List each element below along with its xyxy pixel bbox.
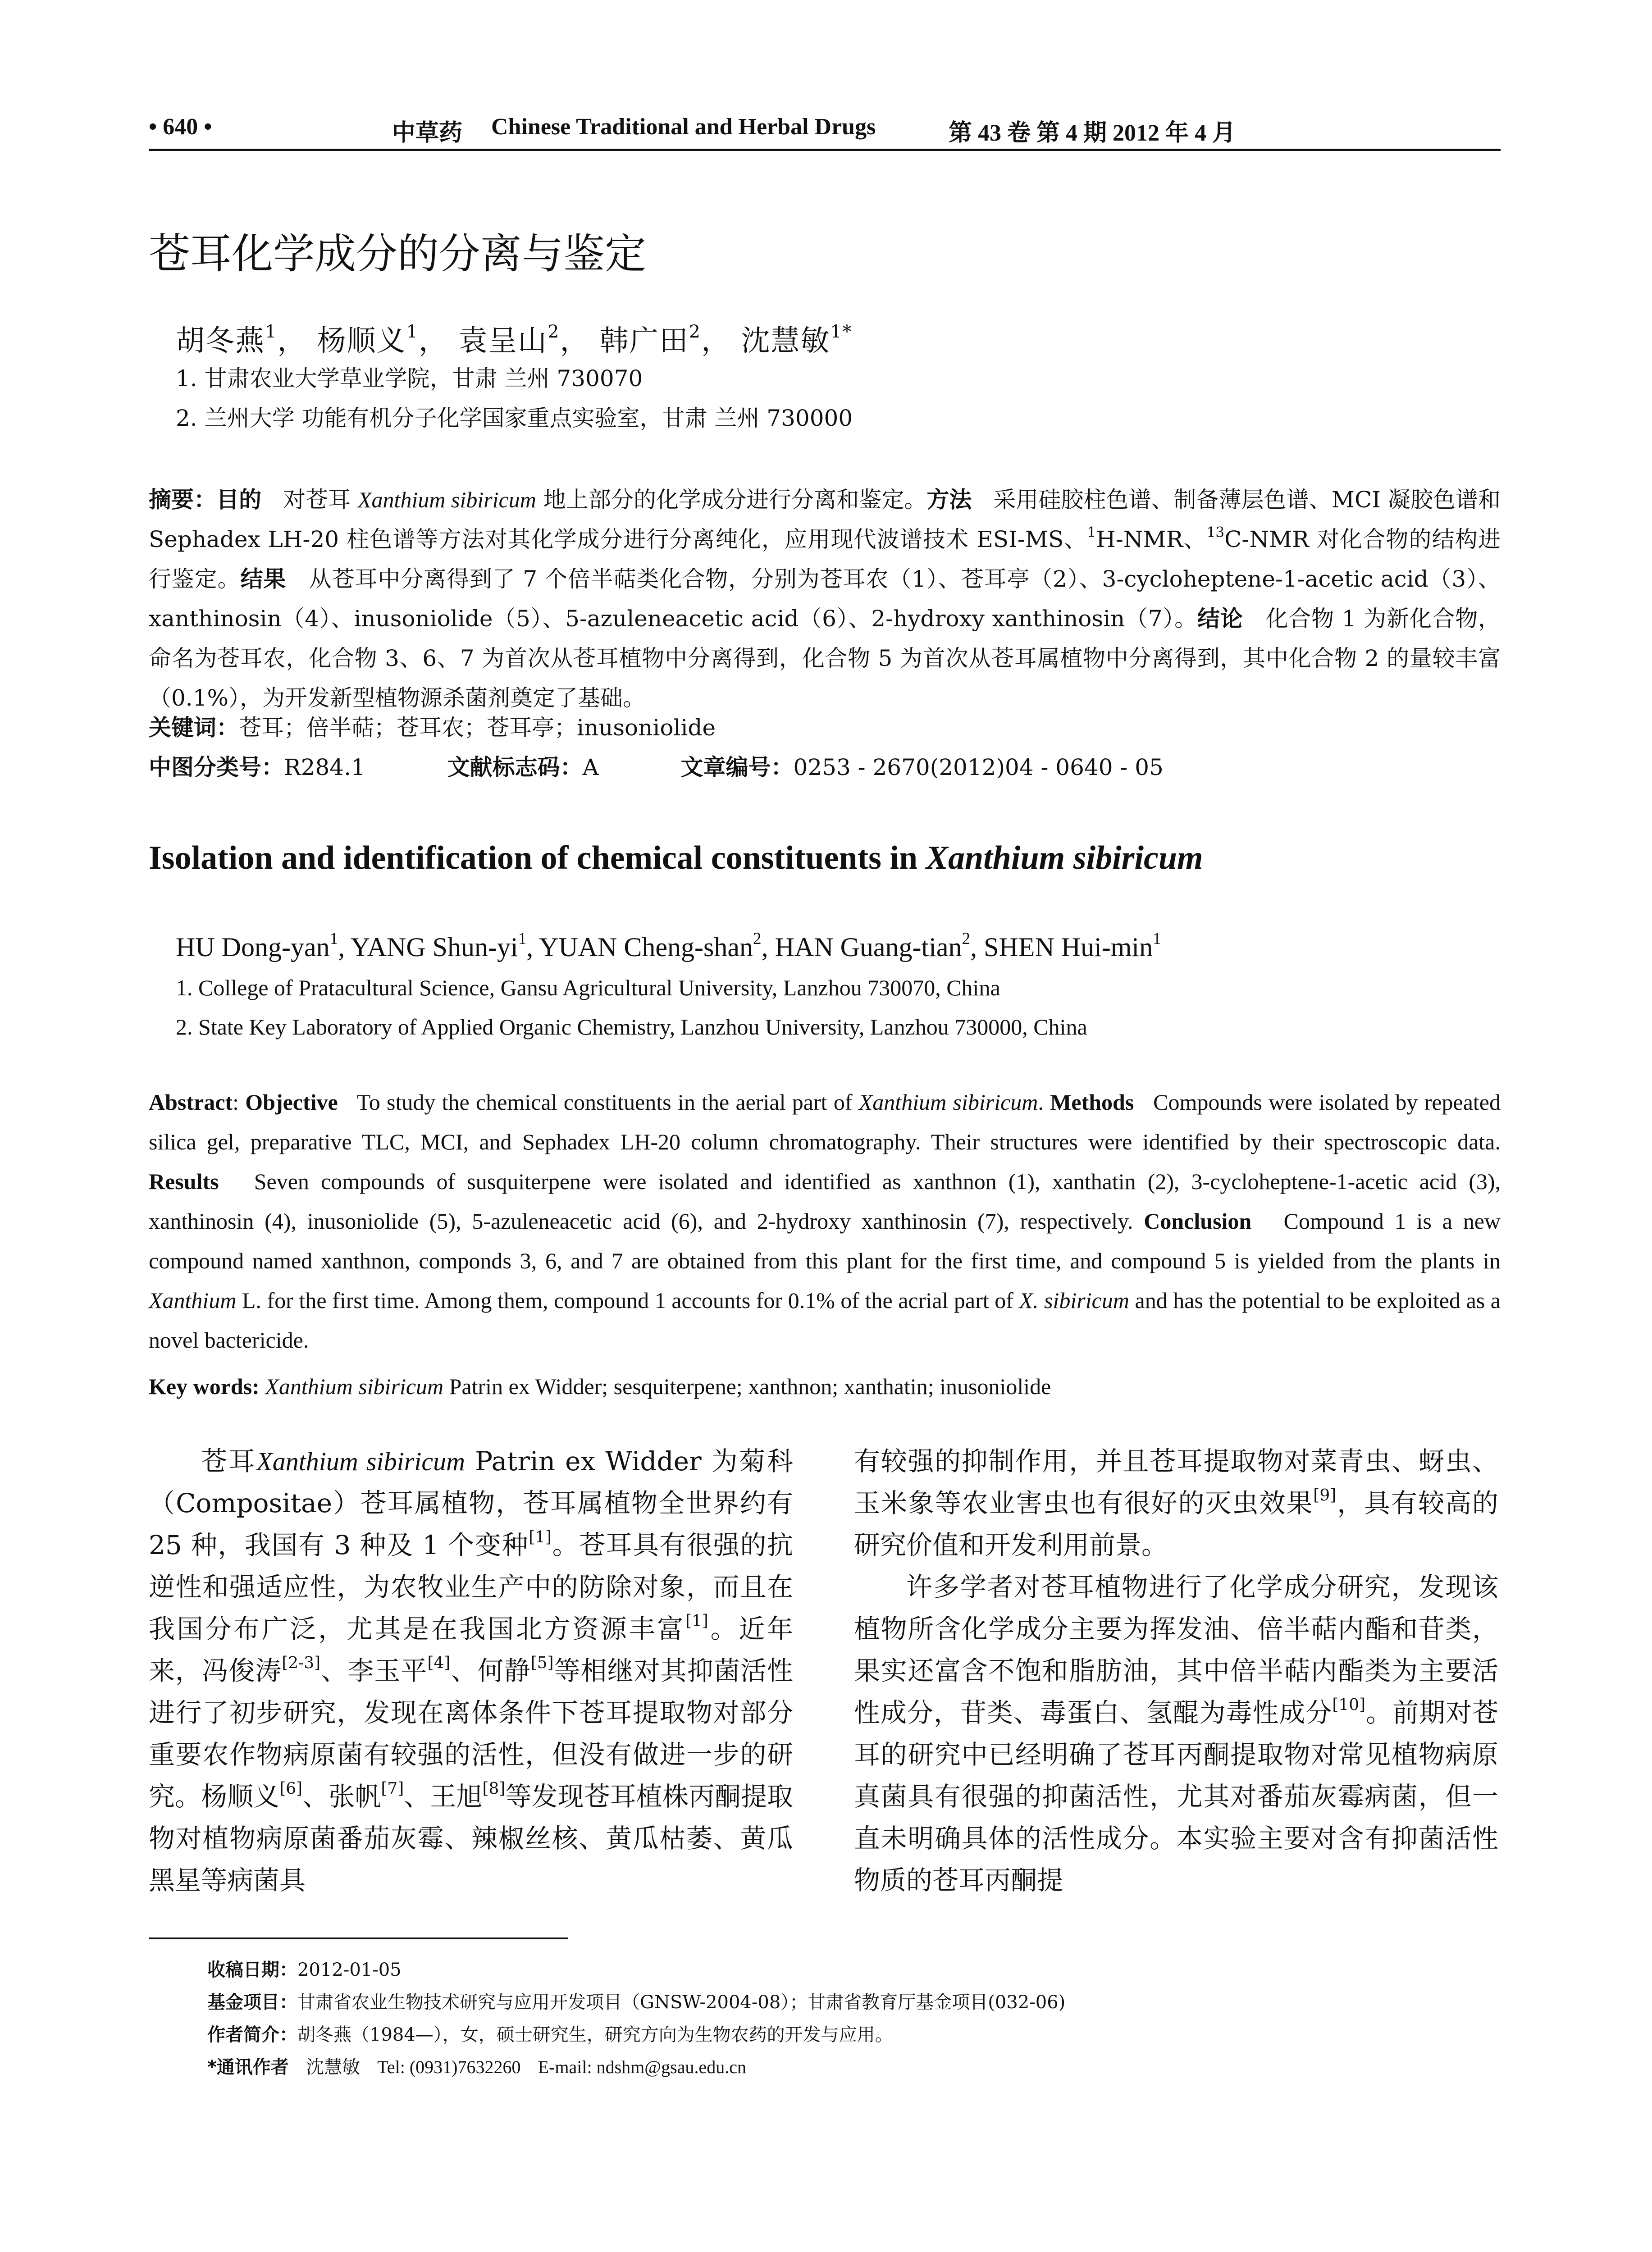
conclusion-text: Compound 1 is a new compound named xanthnon, componds 3, 6, and 7 are obtained from this plant for the first time, and compound 5 is yielded from the plants in bbox=[149, 1208, 1501, 1273]
body-paragraph bbox=[854, 1441, 1498, 1566]
methods-text: Compounds were isolated by repeated silica gel, preparative TLC, MCI, and Sephadex LH-20 column chromatography. Their structures were identified by their spectroscopic data. bbox=[149, 1090, 1501, 1154]
author-affiliation-mark: 1 bbox=[1153, 930, 1161, 948]
keywords-label: 关键词： bbox=[149, 715, 239, 741]
isotope-mark: 13 bbox=[1206, 524, 1225, 541]
corresponding-email[interactable]: E-mail: ndshm@gsau.edu.cn bbox=[538, 2057, 746, 2077]
results-text: Seven compounds of susquiterpene were isolated and identified as xanthnon (1), xanthatin (2), 3-cycloheptene-1-acetic acid (3), xanthinosin (4), inusoniolide (5), 5-azuleneacetic acid (6), and 2-hydroxy xanthinosin (7), respectively. bbox=[149, 1169, 1501, 1234]
body-text: 。苍耳具有很强的抗逆性和强适应性，为农牧业生产中的防除对象，而且在我国分布广泛，尤其是在我国北方资源丰富 bbox=[149, 1530, 793, 1644]
author-affiliation-mark: 2 bbox=[548, 321, 560, 342]
body-paragraph bbox=[854, 1566, 1498, 1901]
abstract-cn bbox=[149, 480, 1501, 718]
author-name: HU Dong-yan bbox=[176, 932, 330, 962]
author-name: YUAN Cheng-shan bbox=[539, 932, 753, 962]
article-title-en bbox=[149, 839, 1203, 877]
keywords-text: 苍耳；倍半萜；苍耳农；苍耳亭；inusoniolide bbox=[239, 715, 716, 741]
objective-text: To study the chemical constituents in the aerial part of bbox=[356, 1090, 853, 1115]
keywords-label: Key words: bbox=[149, 1374, 260, 1399]
citation-ref: [1] bbox=[685, 1612, 708, 1631]
author-affiliation-mark: 2 bbox=[689, 321, 702, 342]
citation-ref: [8] bbox=[482, 1779, 506, 1798]
isotope-mark: 1 bbox=[1087, 524, 1096, 541]
header-rule bbox=[149, 149, 1501, 151]
author-affiliation-mark: 1 bbox=[265, 321, 278, 342]
bio-text: 胡冬燕（1984—），女，硕士研究生，研究方向为生物农药的开发与应用。 bbox=[297, 2024, 893, 2045]
footnote-author-bio bbox=[207, 2020, 893, 2046]
methods-label: 方法 bbox=[926, 487, 972, 513]
article-number-value: 0253 - 2670(2012)04 - 0640 - 05 bbox=[793, 754, 1164, 780]
abstract-label: 摘要： bbox=[149, 487, 217, 513]
corresponding-label: *通讯作者 bbox=[207, 2057, 289, 2078]
author-name: HAN Guang-tian bbox=[775, 932, 962, 962]
body-text: 有较强的抑制作用，并且苍耳提取物对菜青虫、蚜虫、玉米象等农业害虫也有很好的灭虫效果 bbox=[854, 1446, 1498, 1518]
journal-name-cn: 中草药 bbox=[392, 119, 463, 146]
doccode-value: A bbox=[582, 754, 599, 780]
keywords-text: Patrin ex Widder; sesquiterpene; xanthnon; xanthatin; inusoniolide bbox=[449, 1374, 1051, 1399]
running-header bbox=[149, 114, 1501, 150]
body-text: 许多学者对苍耳植物进行了化学成分研究，发现该植物所含化学成分主要为挥发油、倍半萜内酯和苷类，果实还富含不饱和脂肪油，其中倍半萜内酯类为主要活性成分，苷类、毒蛋白、氢醌为毒性成分 bbox=[854, 1572, 1498, 1728]
body-text: 、王旭 bbox=[404, 1781, 483, 1812]
citation-ref: [4] bbox=[427, 1654, 451, 1673]
citation-ref: [7] bbox=[381, 1779, 404, 1798]
author-name: 杨顺义 bbox=[317, 324, 406, 358]
methods-text: C-NMR 对化合物的结构进行鉴定。 bbox=[149, 526, 1501, 592]
objective-label: 目的 bbox=[216, 487, 262, 513]
body-text: 。近年来，冯俊涛 bbox=[149, 1614, 793, 1686]
journal-issue: 第 43 卷 第 4 期 2012 年 4 月 bbox=[949, 120, 1236, 146]
received-label: 收稿日期： bbox=[207, 1960, 297, 1980]
keywords-en bbox=[149, 1373, 1051, 1400]
journal-name-en: Chinese Traditional and Herbal Drugs bbox=[491, 114, 876, 140]
species-name: Xanthium sibiricum bbox=[358, 487, 536, 512]
results-text: 从苍耳中分离得到了 7 个倍半萜类化合物，分别为苍耳农（1）、苍耳亭（2）、3-cycloheptene-1-acetic acid（3）、xanthinosin（4）、inusoniolide（5）、5-azuleneacetic acid（6）、2-hydroxy xanthinosin（7）。 bbox=[149, 566, 1501, 632]
author-list-cn: 胡冬燕$^1$， 杨顺义$^1$， 袁呈山$^2$， 韩广田$^2$， 沈慧敏$^{1*}$ bbox=[176, 321, 853, 358]
body-column-left bbox=[149, 1441, 793, 1901]
citation-ref: [10] bbox=[1332, 1696, 1366, 1714]
article-number-label: 文章编号： bbox=[680, 754, 794, 780]
author-name: 胡冬燕 bbox=[176, 324, 265, 358]
bio-label: 作者简介： bbox=[207, 2024, 297, 2045]
fund-text: 甘肃省农业生物技术研究与应用开发项目（GNSW-2004-08）；甘肃省教育厅基金项目(032-06) bbox=[297, 1992, 1066, 2013]
body-column-right bbox=[854, 1441, 1498, 1901]
footnote-fund bbox=[207, 1988, 1065, 2014]
author-name: 韩广田 bbox=[599, 324, 689, 358]
objective-label: Objective bbox=[245, 1090, 338, 1115]
conclusion-label: Conclusion bbox=[1144, 1208, 1252, 1234]
footnote-received bbox=[207, 1956, 402, 1981]
affiliation-cn-1: 1. 甘肃农业大学草业学院，甘肃 兰州 730070 bbox=[176, 365, 643, 392]
objective-text: 对苍耳 bbox=[283, 487, 351, 513]
body-text: 、张帆 bbox=[302, 1781, 381, 1812]
affiliation-cn-2: 2. 兰州大学 功能有机分子化学国家重点实验室，甘肃 兰州 730000 bbox=[176, 405, 853, 431]
doccode-label: 文献标志码： bbox=[447, 754, 583, 780]
citation-ref: [2-3] bbox=[282, 1654, 321, 1673]
author-name: 沈慧敏 bbox=[741, 324, 831, 358]
methods-text: H-NMR、 bbox=[1096, 526, 1207, 552]
citation-ref: [1] bbox=[529, 1528, 552, 1547]
abstract-en: Abstract: Objective To study the chemical constituents in the aerial part of Xanthium sibiricum. Methods Compounds were isolated by repeated silica gel, preparative TLC, MCI, and Sephadex LH-20 column chromatography. Their structures were identified by their spectroscopic data. Results Seven compounds of susquiterpene were isolated and identified as xanthnon (1), xanthatin (2), 3-cycloheptene-1-acetic acid (3), xanthinosin (4), inusoniolide (5), 5-azuleneacetic acid (6), and 2-hydroxy xanthinosin (7), respectively. Conclusion Compound 1 is a new compound named xanthnon, componds 3, 6, and 7 are obtained from this plant for the first time, and compound 5 is yielded from the plants in Xanthium L. for the first time. Among them, compound 1 accounts for 0.1% of the acrial part of X. sibiricum and has the potential to be exploited as a novel bactericide. bbox=[149, 1090, 1501, 1353]
conclusion-text: and has the potential to be exploited as a novel bactericide. bbox=[149, 1288, 1501, 1353]
conclusion-text: 化合物 1 为新化合物，命名为苍耳农，化合物 3、6、7 为首次从苍耳植物中分离得到，化合物 5 为首次从苍耳属植物中分离得到，其中化合物 2 的量较丰富（0.1%），为开发新型植物源杀菌剂奠定了基础。 bbox=[149, 606, 1501, 711]
author-affiliation-mark: 1* bbox=[830, 321, 853, 342]
affiliation-en-2: 2. State Key Laboratory of Applied Organic Chemistry, Lanzhou University, Lanzhou 730000, China bbox=[176, 1014, 1087, 1039]
species-name: Xanthium sibiricum bbox=[858, 1090, 1038, 1115]
body-text: ，具有较高的研究价值和开发利用前景。 bbox=[854, 1488, 1498, 1560]
body-text: 、李玉平 bbox=[320, 1655, 428, 1686]
clc-value: R284.1 bbox=[284, 754, 365, 780]
author-affiliation-mark: 2 bbox=[753, 930, 762, 948]
title-text: Isolation and identification of chemical constituents in bbox=[149, 839, 926, 876]
conclusion-text: L. for the first time. Among them, compound 1 accounts for 0.1% of the acrial part of bbox=[242, 1288, 1013, 1313]
author-affiliation-mark: 1 bbox=[518, 930, 527, 948]
body-paragraph bbox=[149, 1441, 793, 1901]
author-affiliation-mark: 1 bbox=[406, 321, 419, 342]
species-name: Xanthium sibiricum bbox=[265, 1374, 444, 1399]
results-label: 结果 bbox=[240, 566, 287, 592]
body-text: Patrin ex Widder 为菊科（Compositae）苍耳属植物，苍耳属植物全世界约有 25 种，我国有 3 种及 1 个变种 bbox=[149, 1446, 794, 1560]
author-affiliation-mark: 1 bbox=[329, 930, 338, 948]
body-text: 、何静 bbox=[450, 1655, 531, 1686]
species-name: X. sibiricum bbox=[1019, 1288, 1129, 1313]
citation-ref: [6] bbox=[279, 1779, 303, 1798]
species-name: Xanthium sibiricum bbox=[256, 1447, 465, 1476]
body-text: 等相继对其抑菌活性进行了初步研究，发现在离体条件下苍耳提取物对部分重要农作物病原菌有较强的活性，但没有做进一步的研究。杨顺义 bbox=[149, 1655, 793, 1812]
footnote-rule bbox=[149, 1937, 568, 1939]
species-name: Xanthium sibiricum bbox=[926, 839, 1203, 876]
citation-ref: [5] bbox=[530, 1654, 554, 1673]
author-name: 袁呈山 bbox=[458, 324, 548, 358]
objective-text: 地上部分的化学成分进行分离和鉴定。 bbox=[543, 487, 927, 513]
methods-text: 采用硅胶柱色谱、制备薄层色谱、MCI 凝胶色谱和 Sephadex LH-20 柱色谱等方法对其化学成分进行分离纯化，应用现代波谱技术 ESI-MS、 bbox=[149, 487, 1501, 552]
body-text: 等发现苍耳植株丙酮提取物对植物病原菌番茄灰霉、辣椒丝核、黄瓜枯萎、黄瓜黑星等病菌具 bbox=[149, 1781, 793, 1896]
clc-label: 中图分类号： bbox=[149, 754, 284, 780]
results-label: Results bbox=[149, 1169, 219, 1194]
author-name: SHEN Hui-min bbox=[984, 932, 1153, 962]
received-date: 2012-01-05 bbox=[297, 1960, 402, 1980]
fund-label: 基金项目： bbox=[207, 1992, 297, 2013]
article-title-cn: 苍耳化学成分的分离与鉴定 bbox=[149, 230, 647, 278]
abstract-label: Abstract bbox=[149, 1090, 233, 1115]
affiliation-en-1: 1. College of Pratacultural Science, Gansu Agricultural University, Lanzhou 730070, China bbox=[176, 975, 1000, 1000]
corresponding-name: 沈慧敏 bbox=[306, 2057, 361, 2078]
author-list-en: HU Dong-yan$^1$, YANG Shun-$yi^1$, YUAN Cheng-shan$^2$, HAN Guang-tian$^2$, SHEN Hui-$\min^1$ bbox=[176, 930, 1161, 962]
keywords-cn bbox=[149, 710, 716, 742]
methods-label: Methods bbox=[1050, 1090, 1134, 1115]
body-text: 。前期对苍耳的研究中已经明确了苍耳丙酮提取物对常见植物病原真菌具有很强的抑菌活性，尤其对番茄灰霉病菌，但一直未明确具体的活性成分。本实验主要对含有抑菌活性物质的苍耳丙酮提 bbox=[854, 1697, 1498, 1896]
author-affiliation-mark: 2 bbox=[962, 930, 971, 948]
corresponding-tel: Tel: (0931)7632260 bbox=[377, 2057, 521, 2077]
conclusion-label: 结论 bbox=[1197, 606, 1243, 632]
citation-ref: [9] bbox=[1313, 1486, 1337, 1505]
classification-line bbox=[149, 749, 1164, 782]
page-number: • 640 • bbox=[149, 114, 212, 140]
author-name: YANG Shun-yi bbox=[350, 932, 518, 962]
body-text: 苍耳 bbox=[201, 1446, 257, 1477]
footnote-corresponding bbox=[207, 2053, 746, 2079]
genus-name: Xanthium bbox=[149, 1288, 237, 1313]
